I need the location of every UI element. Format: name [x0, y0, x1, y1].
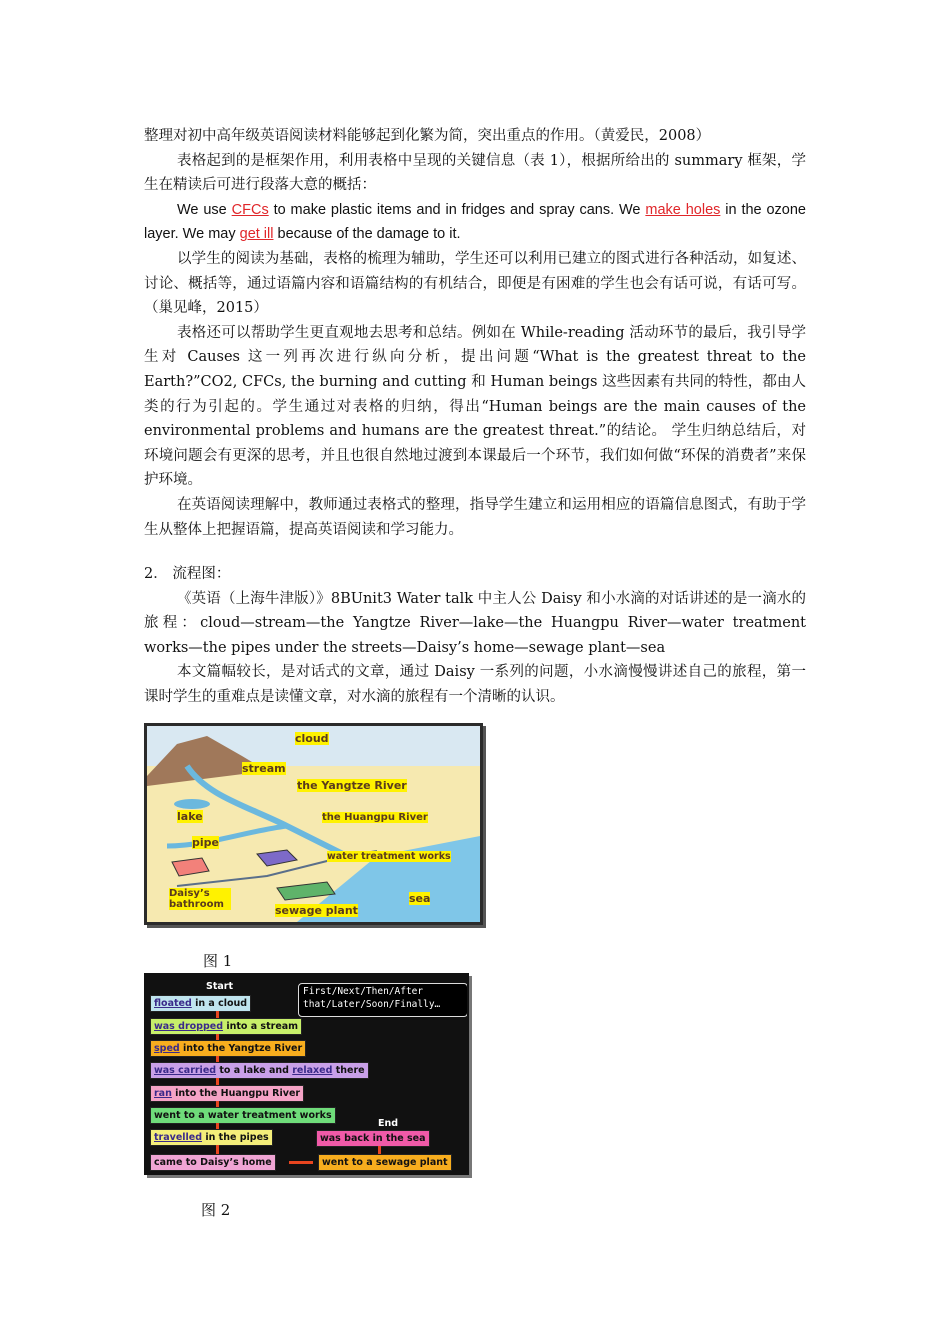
arrow-4 [216, 1078, 219, 1085]
label-yangtze-river: the Yangtze River [297, 779, 407, 792]
paragraph-4: 以学生的阅读为基础，表格的梳理为辅助，学生还可以利用已建立的图式进行各种活动，如复述、讨论、概括等，通过语篇内容和语篇结构的有机结合，即便是有困难的学生也会有话可说，有话可写。（巢见峰，2015） [144, 250, 806, 317]
arrow-8 [378, 1146, 381, 1154]
paragraph-9: 本文篇幅较长，是对话式的文章，通过 Daisy 一系列的问题，小水滴慢慢讲述自己的旅程，第一课时学生的重难点是读懂文章，对水滴的旅程有一个清晰的认识。 [144, 664, 806, 706]
step-was-carried: was carried to a lake and relaxed there [150, 1062, 369, 1079]
arrow-7 [216, 1145, 219, 1154]
section-heading-flowchart: 2． 流程图： [144, 566, 231, 583]
arrow-1 [216, 1011, 219, 1018]
arrow-2 [216, 1034, 219, 1040]
label-sea: sea [409, 892, 431, 905]
answer-cfcs: CFCs [231, 201, 269, 218]
label-cloud: cloud [295, 732, 329, 745]
figure-1-caption: 图 1 [203, 952, 233, 970]
step-water-treatment: went to a water treatment works [150, 1107, 336, 1124]
water-journey-map [144, 723, 483, 925]
label-pipe: pipe [192, 836, 219, 849]
paragraph-8: 《英语（上海牛津版）》8BUnit3 Water talk 中主人公 Daisy 和小水滴的对话讲述的是一滴水的旅程：cloud—stream—the Yangtze River—lake—the Huangpu River—water treatment works—the pipes under the streets—Daisy’s home—sewage plant—sea [144, 590, 806, 656]
end-label: End [378, 1118, 399, 1129]
sequence-words-note: First/Next/Then/After that/Later/Soon/Finally… [298, 983, 468, 1017]
start-label: Start [206, 981, 234, 992]
label-sewage-plant: sewage plant [275, 904, 358, 917]
paragraph-2: 表格起到的是框架作用，利用表格中呈现的关键信息（表 1），根据所给出的 summary 框架，学生在精读后可进行段落大意的概括： [144, 152, 806, 194]
arrow-3 [216, 1056, 219, 1062]
step-was-dropped: was dropped into a stream [150, 1018, 302, 1035]
arrow-6 [216, 1123, 219, 1129]
answer-get-ill: get ill [239, 226, 274, 243]
paragraph-1: 整理对初中高年级英语阅读材料能够起到化繁为简，突出重点的作用。（黄爱民，2008） [144, 128, 711, 144]
step-daisys-home: came to Daisy’s home [150, 1154, 276, 1171]
step-sped: sped into the Yangtze River [150, 1040, 306, 1057]
label-daisys-bathroom: Daisy’s bathroom [169, 888, 231, 910]
label-lake: lake [177, 810, 203, 823]
label-water-treatment-works: water treatment works [327, 851, 451, 862]
label-stream: stream [242, 762, 286, 775]
document-body [144, 124, 806, 710]
answer-make-holes: make holes [645, 201, 721, 218]
water-journey-flowchart [144, 973, 469, 1175]
step-travelled: travelled in the pipes [150, 1129, 273, 1146]
figure-2-caption: 图 2 [201, 1201, 231, 1219]
step-sewage-plant: went to a sewage plant [318, 1154, 452, 1171]
arrow-5 [216, 1101, 219, 1107]
summary-paragraph: We use CFCs to make plastic items and in fridges and spray cans. We make holes in the ozone layer. We may get ill because of the damage to it. [144, 201, 806, 243]
step-floated: floated in a cloud [150, 995, 251, 1012]
step-ran: ran into the Huangpu River [150, 1085, 304, 1102]
paragraph-5: 表格还可以帮助学生更直观地去思考和总结。例如在 While-reading 活动环节的最后，我引导学生对 Causes 这一列再次进行纵向分析，提出问题“What is the greatest threat to the Earth?”CO2, CFCs, the burning and cutting 和 Human beings 这些因素有共同的特性，都由人类的行为引起的。学生通过对表格的归纳，得出“Human beings are the main causes of the environmental problems and humans are the greatest threat.”的结论。 学生归纳总结后，对环境问题会有更深的思考，并且也很自然地过渡到本课最后一个环节，我们如何做“环保的消费者”来保护环境。 [144, 324, 806, 489]
paragraph-6: 在英语阅读理解中，教师通过表格式的整理，指导学生建立和运用相应的语篇信息图式，有助于学生从整体上把握语篇，提高英语阅读和学习能力。 [144, 496, 806, 538]
label-huangpu-river: the Huangpu River [322, 812, 428, 823]
arrow-right [289, 1161, 313, 1164]
step-back-in-sea: was back in the sea [316, 1130, 430, 1147]
